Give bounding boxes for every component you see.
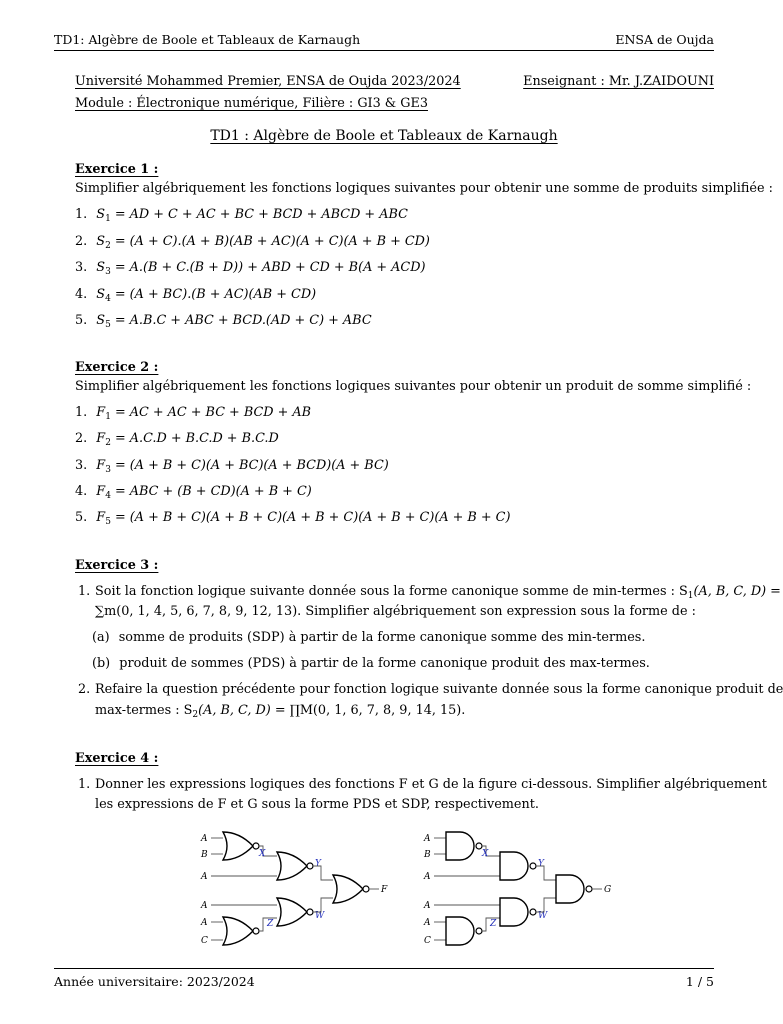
input-label: C (424, 936, 431, 946)
ex2-item-2 (75, 431, 279, 447)
ex3-q1-index: 1 (687, 591, 694, 601)
ex4-q1-line1: Donner les expressions logiques des fonctions F et G de la figure ci-dessous. Simplifier algébriquement (95, 777, 767, 792)
signal-x-label: X (482, 849, 489, 859)
function-name: F (96, 405, 106, 420)
function-expression: = ABC + (B + CD)(A + B + C) (110, 484, 312, 499)
gate-output-body (333, 875, 363, 903)
function-name: S (96, 207, 106, 222)
function-name: S (96, 260, 106, 275)
function-index: 4 (105, 491, 111, 501)
ex1-item-3 (75, 260, 425, 276)
signal-z-label: Z (267, 919, 274, 929)
item-number: 1. (75, 207, 88, 222)
ex3-q2-number: 2. (78, 682, 91, 697)
ex2-instructions: Simplifier algébriquement les fonctions logiques suivantes pour obtenir un produit de somme simplifié : (75, 379, 752, 394)
ex3-q1b (92, 656, 650, 672)
ex2-item-3 (75, 458, 389, 474)
function-index: 5 (105, 320, 111, 330)
running-header-title: TD1: Algèbre de Boole et Tableaux de Karnaugh (54, 32, 361, 47)
ex4-heading: Exercice 4 : (75, 751, 159, 766)
ex3-q1-number: 1. (78, 584, 91, 599)
product-symbol: ∏ (289, 703, 300, 718)
input-label: B (201, 850, 208, 860)
ex2-item-4 (75, 484, 312, 500)
input-label: A (424, 901, 431, 911)
ex3-q1-args: (A, B, C, D) = (693, 584, 781, 599)
ex3-q2-args: (A, B, C, D) = (198, 703, 290, 718)
function-name: S (96, 234, 106, 249)
input-label: A (424, 918, 431, 928)
input-label: A (201, 872, 208, 882)
function-expression: = (A + B + C)(A + BC)(A + BCD)(A + BC) (110, 458, 389, 473)
ex1-heading: Exercice 1 : (75, 162, 159, 177)
footer-rule (54, 968, 714, 969)
function-expression: = AC + AC + BC + BCD + AB (110, 405, 312, 420)
university-line: Université Mohammed Premier, ENSA de Oujda 2023/2024 (75, 74, 461, 89)
gate-x-body (223, 832, 253, 860)
nor-circuit-figure (195, 826, 395, 954)
gate-x-body (446, 832, 474, 860)
function-expression: = A.B.C + ABC + BCD.(AD + C) + ABC (110, 313, 372, 328)
function-name: F (96, 510, 106, 525)
item-number: 2. (75, 431, 88, 446)
gate-w-body (500, 898, 528, 926)
running-header-school: ENSA de Oujda (615, 32, 714, 47)
wire-w (313, 898, 333, 912)
item-number: 5. (75, 313, 88, 328)
input-label: A (424, 834, 431, 844)
function-index: 2 (105, 241, 111, 251)
gate-z-body (446, 917, 474, 945)
ex3-heading: Exercice 3 : (75, 558, 159, 573)
gate-w-bubble (307, 909, 313, 915)
function-name: F (96, 484, 106, 499)
output-label: G (604, 885, 612, 895)
function-index: 2 (105, 438, 111, 448)
item-number: 3. (75, 260, 88, 275)
function-index: 5 (105, 517, 111, 527)
gate-output-body (556, 875, 584, 903)
output-label: F (381, 885, 388, 895)
sum-symbol: ∑ (95, 604, 105, 619)
item-number: 2. (75, 234, 88, 249)
ex1-item-5 (75, 313, 372, 329)
document-title: TD1 : Algèbre de Boole et Tableaux de Karnaugh (210, 128, 558, 144)
function-expression: = A.C.D + B.C.D + B.C.D (110, 431, 279, 446)
gate-z-bubble (253, 928, 259, 934)
ex1-item-4 (75, 287, 316, 303)
item-number: 5. (75, 510, 88, 525)
input-label: C (201, 936, 208, 946)
ex1-item-1 (75, 207, 408, 223)
gate-y-bubble (530, 863, 536, 869)
wire-w (536, 898, 556, 912)
ex3-q1a (92, 630, 645, 646)
ex3-q2-line2 (95, 703, 465, 719)
ex3-q1b-text: produit de sommes (PDS) à partir de la forme canonique produit des max-termes. (119, 656, 650, 671)
gate-y-body (500, 852, 528, 880)
gate-w-bubble (530, 909, 536, 915)
nand-circuit-figure (418, 826, 618, 954)
ex3-q1-text: Soit la fonction logique suivante donnée sous la forme canonique somme de min-termes : S (95, 584, 688, 599)
function-name: S (96, 313, 106, 328)
ex3-q2-line1: Refaire la question précédente pour fonction logique suivante donnée sous la forme canonique produit de (95, 682, 783, 697)
item-number: 4. (75, 287, 88, 302)
item-number: 1. (75, 405, 88, 420)
function-index: 4 (105, 294, 111, 304)
function-index: 3 (105, 465, 111, 475)
function-index: 1 (105, 412, 111, 422)
input-label: A (424, 872, 431, 882)
function-expression: = A.(B + C.(B + D)) + ABD + CD + B(A + ACD) (110, 260, 426, 275)
input-label: A (201, 901, 208, 911)
ex3-q2-text: max-termes : S (95, 703, 193, 718)
gate-output-bubble (586, 886, 592, 892)
gate-w-body (277, 898, 307, 926)
gate-z-bubble (476, 928, 482, 934)
gate-y-body (277, 852, 307, 880)
function-expression: = (A + B + C)(A + B + C)(A + B + C)(A + B + C)(A + B + C) (110, 510, 511, 525)
ex3-q1-line1 (95, 584, 781, 600)
function-expression: = (A + BC).(B + AC)(AB + CD) (110, 287, 317, 302)
ex3-q1-line2 (95, 604, 696, 620)
signal-w-label: W (538, 911, 548, 921)
ex3-q2-index: 2 (192, 710, 199, 720)
ex4-q1-number: 1. (78, 777, 91, 792)
module-line: Module : Électronique numérique, Filière : GI3 & GE3 (75, 96, 428, 111)
function-name: F (96, 458, 106, 473)
ex3-q1a-text: somme de produits (SDP) à partir de la forme canonique somme des min-termes. (118, 630, 646, 645)
signal-w-label: W (315, 911, 325, 921)
ex3-q1a-label: (a) (92, 630, 110, 645)
ex4-q1-line2: les expressions de F et G sous la forme PDS et SDP, respectivement. (95, 797, 539, 812)
ex3-q2-maxterms: M(0, 1, 6, 7, 8, 9, 14, 15). (299, 703, 466, 718)
ex1-instructions: Simplifier algébriquement les fonctions logiques suivantes pour obtenir une somme de produits simplifiée : (75, 181, 773, 196)
signal-z-label: Z (490, 919, 497, 929)
function-name: F (96, 431, 106, 446)
page-number: 1 / 5 (685, 974, 714, 989)
signal-y-label: Y (315, 859, 321, 869)
ex2-item-5 (75, 510, 510, 526)
function-index: 3 (105, 267, 111, 277)
input-label: B (424, 850, 431, 860)
function-expression: = (A + C).(A + B)(AB + AC)(A + C)(A + B + CD) (110, 234, 430, 249)
signal-y-label: Y (538, 859, 544, 869)
gate-y-bubble (307, 863, 313, 869)
ex2-heading: Exercice 2 : (75, 360, 159, 375)
ex3-q1b-label: (b) (92, 656, 111, 671)
ex2-item-1 (75, 405, 311, 421)
input-label: A (201, 918, 208, 928)
function-name: S (96, 287, 106, 302)
footer-year: Année universitaire: 2023/2024 (54, 974, 255, 989)
gate-z-body (223, 917, 253, 945)
ex3-q1-minterms: m(0, 1, 4, 5, 6, 7, 8, 9, 12, 13). Simplifier algébriquement son expression sous la forme de : (104, 604, 696, 619)
item-number: 3. (75, 458, 88, 473)
function-expression: = AD + C + AC + BC + BCD + ABCD + ABC (110, 207, 408, 222)
function-index: 1 (105, 214, 111, 224)
teacher-line: Enseignant : Mr. J.ZAIDOUNI (523, 74, 714, 89)
input-label: A (201, 834, 208, 844)
signal-x-label: X (259, 849, 266, 859)
header-rule (54, 50, 714, 51)
ex1-item-2 (75, 234, 430, 250)
item-number: 4. (75, 484, 88, 499)
gate-output-bubble (363, 886, 369, 892)
